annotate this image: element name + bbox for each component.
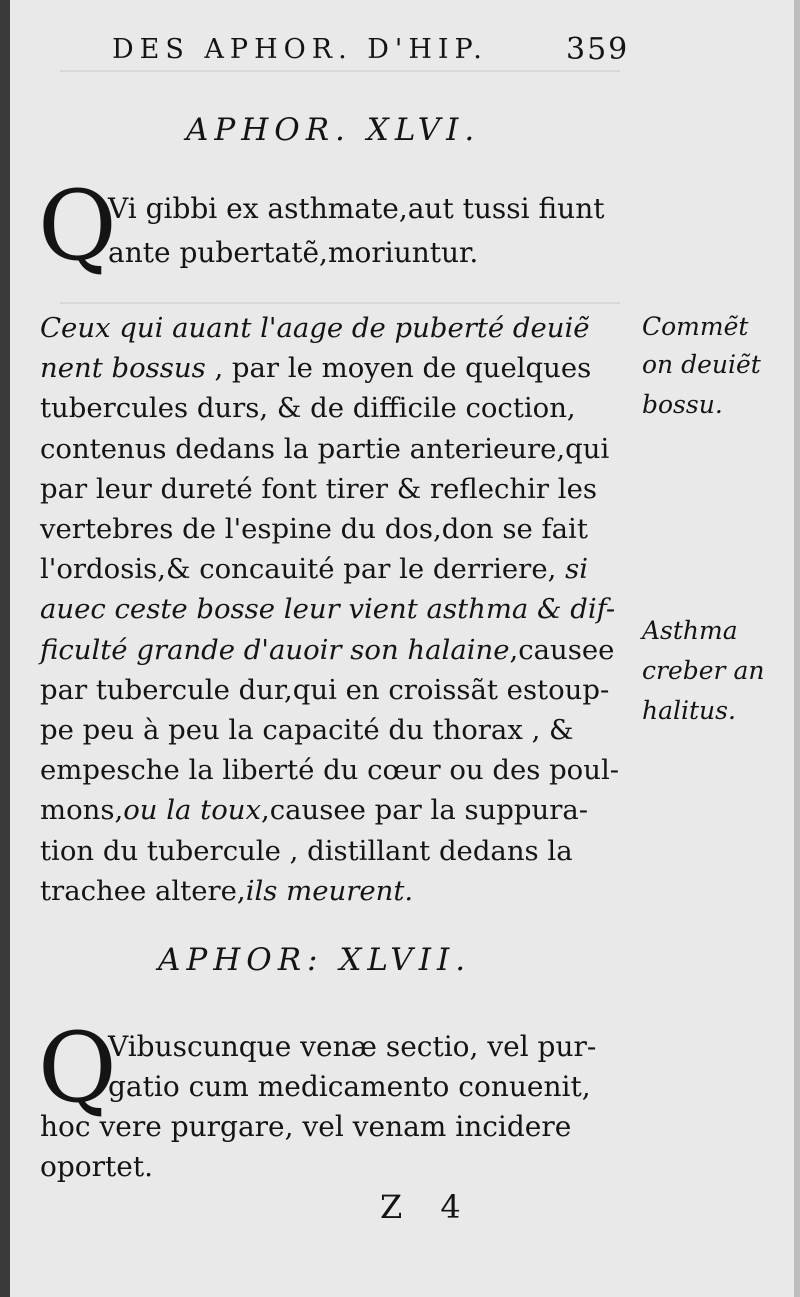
commentary-line (40, 754, 619, 786)
italic-text: nent bossus (40, 352, 206, 385)
signature-mark: Z 4 (380, 1188, 475, 1226)
commentary-line (40, 352, 591, 384)
aphorism-46-heading: APHOR. XLVI. (186, 112, 481, 148)
roman-text: empesche la liberté du cœur ou des poul- (40, 754, 620, 787)
commentary-line (40, 593, 615, 625)
commentary-line (40, 513, 588, 545)
commentary-line (40, 553, 588, 585)
margin-note-bossu: Commẽt (642, 312, 749, 341)
roman-text: trachee altere, (40, 874, 246, 907)
roman-text: vertebres de l'espine du dos,don se fait (40, 513, 588, 545)
commentary-line (40, 794, 588, 826)
commentary-line (40, 835, 573, 867)
roman-text: mons, (40, 794, 124, 827)
commentary-line (40, 392, 576, 424)
roman-text: tubercules durs, & de difficile coction, (40, 392, 576, 425)
aphorism-46-drop-cap: Q (38, 170, 117, 282)
aphorism-47-line: oportet. (40, 1150, 153, 1183)
commentary-line (40, 473, 597, 505)
roman-text: tion du tubercule , distillant dedans la (40, 834, 573, 867)
aphorism-46-line: ante pubertatẽ,moriuntur. (108, 236, 479, 269)
aphorism-47-drop-cap: Q (38, 1012, 117, 1124)
roman-text: , par le moyen de quelques (205, 352, 592, 385)
margin-note-asthma: Asthma (642, 616, 738, 645)
commentary-line (40, 875, 413, 907)
aphorism-46-line: Vi gibbi ex asthmate,aut tussi fiunt (108, 192, 605, 225)
commentary-line (40, 433, 609, 465)
roman-text: par tubercule dur,qui en croissãt estoup- (40, 673, 610, 706)
italic-text: ils meurent. (245, 874, 414, 907)
commentary-line (40, 714, 574, 746)
page-edge-light (794, 0, 800, 1297)
margin-note-bossu: on deuiẽt (642, 350, 761, 379)
aphorism-47-line: gatio cum medicamento conuenit, (108, 1070, 591, 1103)
commentary-line (40, 634, 614, 666)
running-head: DES APHOR. D'HIP. (112, 34, 488, 65)
margin-note-bossu: bossu. (642, 390, 723, 419)
page-number: 359 (566, 32, 630, 67)
roman-text: par leur dureté font tirer & reflechir les (40, 472, 597, 505)
roman-text: l'ordosis,& concauité par le derriere, (40, 553, 566, 586)
aphorism-47-line: hoc vere purgare, vel venam incidere (40, 1110, 572, 1143)
italic-text: ou la toux (123, 794, 261, 827)
italic-text: auec ceste bosse leur vient asthma & dif- (40, 593, 616, 626)
commentary-line (40, 312, 590, 344)
italic-text: si (565, 553, 588, 586)
roman-text: contenus dedans la partie anterieure,qui (40, 432, 610, 465)
page-edge-shadow (0, 0, 10, 1297)
margin-note-asthma: halitus. (642, 696, 736, 725)
roman-text: ,causee (509, 633, 615, 666)
italic-text: ficulté grande d'auoir son halaine (40, 633, 510, 666)
italic-text: Ceux qui auant l'aage de puberté deuiẽ (40, 312, 590, 344)
commentary-line (40, 674, 609, 706)
margin-note-asthma: creber an (642, 656, 765, 685)
roman-text: ,causee par la suppura- (260, 794, 589, 827)
aphorism-47-line: Vibuscunque venæ sectio, vel pur- (108, 1030, 597, 1063)
roman-text: pe peu à peu la capacité du thorax , & (40, 714, 574, 746)
aphorism-47-heading: APHOR: XLVII. (158, 942, 472, 978)
